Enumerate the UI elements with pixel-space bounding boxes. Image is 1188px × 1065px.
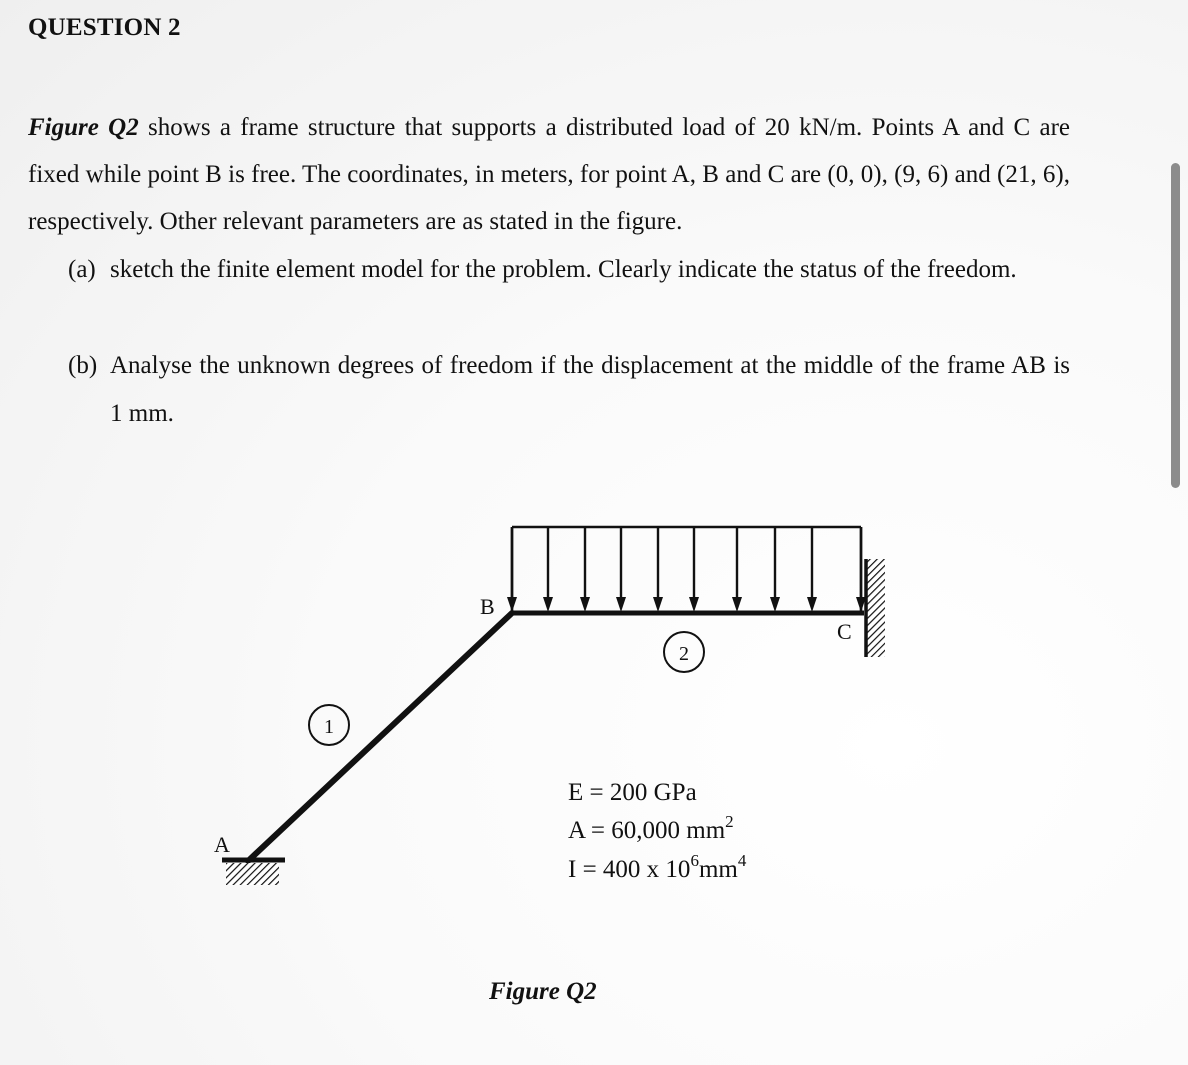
- property-a: [568, 812, 734, 844]
- scrollbar-thumb[interactable]: [1171, 163, 1180, 488]
- figure-reference: Figure Q2: [28, 114, 139, 141]
- part-a-text: sketch the finite element model for the problem. Clearly indicate the status of the freedom.: [110, 256, 1017, 283]
- part-b-label: (b): [68, 352, 98, 379]
- node-label-c: C: [837, 619, 852, 644]
- node-label-b: B: [480, 594, 495, 619]
- load-arrow-head: [507, 597, 517, 612]
- support-a-hatch: [226, 863, 279, 885]
- load-arrow-head: [732, 597, 742, 612]
- fixed-support-c: [866, 559, 885, 657]
- property-a-text: A = 60,000 mm: [568, 817, 726, 844]
- property-i-sup1: 6: [690, 851, 699, 870]
- load-arrow-head: [770, 597, 780, 612]
- property-i-text: I = 400 x 10: [568, 856, 691, 883]
- support-c-hatch: [866, 559, 885, 657]
- fixed-support-a: [222, 860, 285, 885]
- load-arrows: [507, 527, 866, 612]
- property-e: E = 200 GPa: [568, 779, 697, 806]
- property-a-sup: 2: [725, 812, 734, 831]
- distributed-load: [507, 527, 866, 613]
- load-arrow-head: [689, 597, 699, 612]
- figure-caption: Figure Q2: [489, 978, 597, 1005]
- load-arrow-head: [807, 597, 817, 612]
- element-2-label: 2: [679, 643, 689, 665]
- load-arrow-head: [616, 597, 626, 612]
- part-a-label: (a): [68, 256, 96, 283]
- element-1-label: 1: [324, 716, 334, 738]
- property-i-unit: mm: [698, 856, 738, 883]
- node-label-a: A: [214, 832, 230, 857]
- property-i: [568, 851, 747, 883]
- part-b-text: Analyse the unknown degrees of freedom if the displacement at the middle of the frame AB is 1 mm.: [110, 352, 1070, 427]
- load-arrow-head: [653, 597, 663, 612]
- intro-text: shows a frame structure that supports a distributed load of 20 kN/m. Points A and C are fixed while point B is free. The coordinates, in meters, for point A, B and C are (0, 0), (9, 6) and (21, 6), respectively. Other relevant parameters are as stated in the figure.: [28, 114, 1071, 235]
- member-1-line: [248, 613, 512, 861]
- property-i-sup2: 4: [737, 851, 747, 870]
- load-arrow-head: [580, 597, 590, 612]
- load-arrow-head: [543, 597, 553, 612]
- question-title: QUESTION 2: [28, 14, 181, 41]
